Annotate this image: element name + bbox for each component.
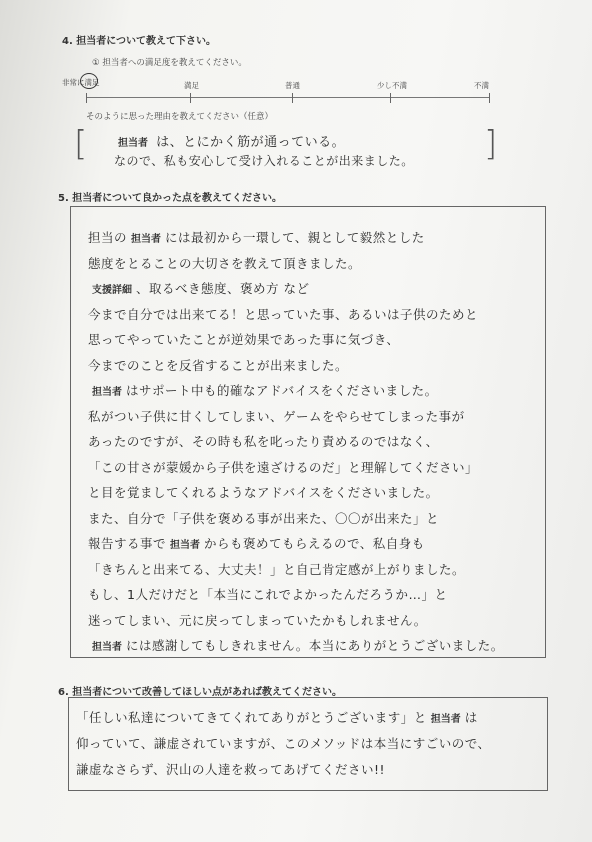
handwritten-line [88,534,425,552]
handwritten-text: 「きちんと出来てる、大丈夫！」と自己肯定感が上がりました。 [88,561,466,577]
handwritten-line [88,228,425,246]
q4-reason-line-1 [114,131,345,150]
handwritten-text: 「この甘さが蒙媛から子供を遠ざけるのだ」と理解してください」 [88,459,479,475]
handwritten-text: 担当の [88,230,128,245]
scale-tick [489,93,490,103]
scale-label-neutral: 普通 [285,81,300,90]
handwritten-text: また、自分で「子供を褒める事が出来た、〇〇が出来た」と [88,510,440,526]
q6-heading: 6. 担当者について改善してほしい点があれば教えてください。 [58,687,343,698]
handwritten-line [76,734,491,752]
handwritten-text: 報告する事で [88,536,167,551]
scale-label-dissatisfied: 不満 [474,81,489,90]
handwritten-line [88,585,447,603]
handwritten-text: からも褒めてもらえるので、私自身も [204,536,425,551]
handwritten-line [88,356,348,374]
q4-reason-prompt: そのように思った理由を教えてください（任意） [86,112,274,122]
printed-tag: 担当者 [430,714,461,725]
handwritten-text: もし、1人だけだと「本当にこれでよかったんだろうか…」と [88,587,448,602]
handwritten-text: 私がつい子供に甘くしてしまい、ゲームをやらせてしまった事が [88,408,465,424]
q4-subquestion: ① 担当者への満足度を教えてください。 [92,58,247,68]
printed-tag: 担当者 [92,387,122,398]
handwritten-line [88,458,478,476]
scale-line [86,97,490,98]
handwritten-line [88,509,439,527]
handwritten-line [88,330,399,348]
handwritten-line [88,636,504,654]
handwritten-text: 思ってやっていたことが逆効果であった事に気づき、 [88,332,400,347]
handwritten-text: 仰っていて、謙虚されていますが、このメソッドは本当にすごいので、 [76,736,491,751]
handwritten-line [88,305,478,323]
handwritten-text: はサポート中も的確なアドバイスをくださいました。 [126,383,438,398]
handwritten-line [88,254,361,272]
printed-tag: 担当者 [131,234,162,245]
handwritten-line [88,407,465,425]
scale-tick [190,93,191,103]
scale-tick [292,93,293,103]
selected-circle-mark [80,73,98,89]
tag-tantousha: 担当者 [118,138,148,149]
handwritten-text: 態度をとることの大切さを教えて頂きました。 [88,255,362,271]
scale-tick [390,93,391,103]
handwritten-line [88,560,465,578]
handwritten-text: 「任しい私達についてきてくれてありがとうございます」と [76,710,427,725]
scale-tick [86,93,87,103]
handwritten-line [76,760,385,778]
q5-heading: 5. 担当者について良かった点を教えてください。 [58,193,283,204]
handwritten-line [88,483,439,501]
q4-reason-line-2: なので、私も安心して受け入れることが出来ました。 [114,154,414,168]
scale-label-very-satisfied: 非常に満足 [62,78,100,87]
handwritten-text: あったのですが、その時も私を叱ったり責めるのではなく、 [88,434,439,449]
printed-tag: 担当者 [170,540,201,551]
handwritten-line [88,611,427,629]
handwritten-text: 今まで自分では出来てる！と思っていた事、あるいは子供のためと [88,306,479,322]
printed-tag: 担当者 [92,642,122,653]
right-bracket: ] [484,124,498,164]
handwritten-line [88,279,309,297]
handwritten-line [88,381,438,399]
printed-tag: 支援詳細 [92,285,132,296]
scale-label-slightly-dissatisfied: 少し不満 [377,81,407,90]
handwritten-text: には感謝してもしきれません。本当にありがとうございました。 [126,638,504,653]
handwritten-text: 謙虚なさらず、沢山の人達を救ってあげてください!! [76,762,386,777]
handwritten-text: と目を覚ましてくれるようなアドバイスをくださいました。 [88,485,439,500]
handwritten-text: は、とにかく筋が通っている。 [156,135,346,150]
q4-heading: 4. 担当者について教えて下さい。 [62,36,217,47]
handwritten-text: 、取るべき態度、褒め方 など [136,281,310,296]
handwritten-text: 今までのことを反省することが出来ました。 [88,357,349,373]
left-bracket: [ [74,124,88,164]
handwritten-text: には最初から一環して、親として毅然とした [165,230,425,245]
handwritten-line [76,708,478,726]
scale-label-satisfied: 満足 [184,81,199,90]
handwritten-text: は [464,710,478,725]
handwritten-line [88,432,439,450]
handwritten-text: 迷ってしまい、元に戻ってしまっていたかもしれません。 [88,612,427,628]
